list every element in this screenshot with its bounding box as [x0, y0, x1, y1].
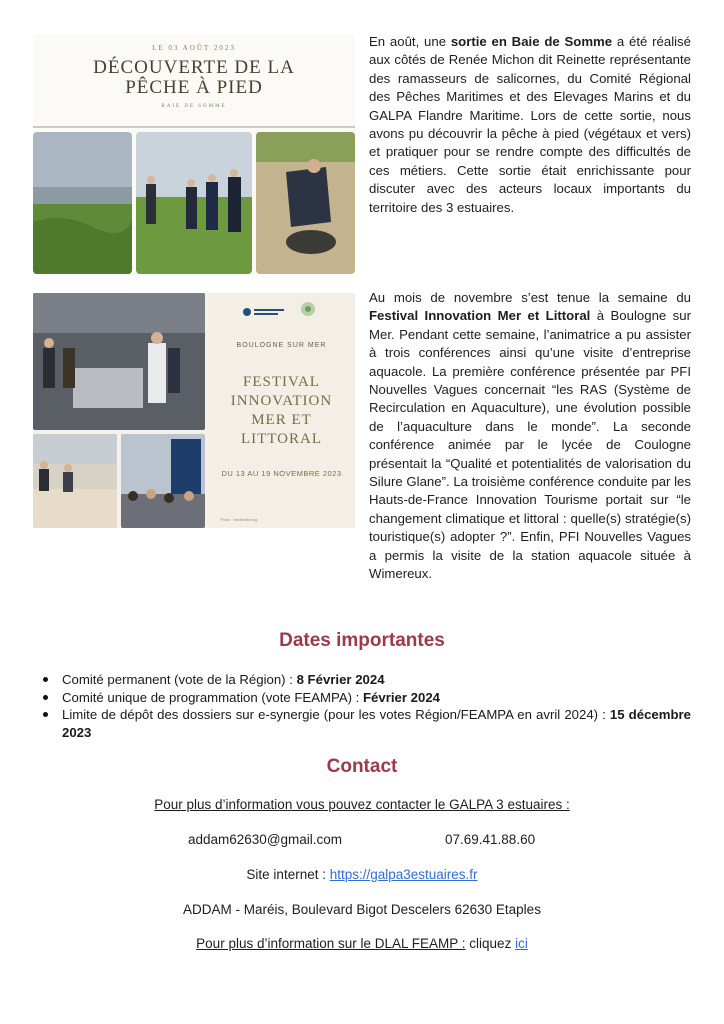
- dlal-info: Pour plus d’information sur le DLAL FEAMP : cliquez ici: [196, 936, 528, 951]
- dates-list: [36, 671, 691, 741]
- photo-aquaculture-visit: [33, 293, 205, 430]
- contact-site: Site internet : https://galpa3estuaires.fr: [246, 867, 478, 882]
- poster-dates: DU 13 AU 19 NOVEMBRE 2023: [221, 469, 342, 478]
- galpa-logo-icon: [300, 301, 316, 317]
- photo-salt-marsh: [33, 132, 132, 274]
- list-item: Comité unique de programmation (vote FEAMPA) : Février 2024: [36, 689, 691, 707]
- paragraph-festival: Au mois de novembre s’est tenue la semaine du Festival Innovation Mer et Littoral à Boulogne sur Mer. Pendant cette semaine, l’animatrice a pu assister à trois conférences ainsi qu’une visite d’entreprise aquacole. La première conférence présentée par PFI Nouvelles Vagues concernait “les RAS (Système de Recirculation en Aquaculture), une évolution possible de l’aquaculture dans le monde”. La seconde conférence animée par le lycée de Coulogne présentait la “Qualité et potentialités de valorisation du Silure Glane”. La troisième conférence conduite par les Hauts-de-France Innovation Tourisme portait sur “le changement climatique et littoral : quelle(s) stratégie(s) touristique(s) adopter ?”. Enfin, PFI Nouvelles Vagues a permis la visite de la station aquacole située à Wimereux.: [369, 290, 691, 582]
- festival-poster: [208, 293, 355, 528]
- event-card-peche-a-pied: [33, 34, 355, 274]
- list-item: Limite de dépôt des dossiers sur e-synergie (pour les votes Région/FEAMPA en avril 2024) : 15 décembre 2023: [36, 706, 691, 741]
- event-date: LE 03 AOÛT 2023: [152, 44, 236, 52]
- organiser-logo-icon: [242, 305, 286, 317]
- website-link[interactable]: https://galpa3estuaires.fr: [329, 867, 478, 882]
- contact-address: ADDAM - Maréis, Boulevard Bigot Descelers 62630 Etaples: [183, 902, 541, 917]
- festival-collage: [33, 293, 355, 528]
- poster-credit: Photo : frederiekeurg: [220, 517, 258, 522]
- poster-city: BOULOGNE SUR MER: [236, 342, 327, 349]
- list-item: Comité permanent (vote de la Région) : 8 Février 2024: [36, 671, 691, 689]
- photo-conference-table: [33, 434, 117, 528]
- contact-heading: Contact: [326, 756, 398, 777]
- divider: [33, 126, 355, 128]
- photo-group-in-field: [136, 132, 252, 274]
- contact-intro: Pour plus d’information vous pouvez contacter le GALPA 3 estuaires :: [154, 797, 570, 812]
- event-subtitle: BAIE DE SOMME: [161, 104, 227, 109]
- photo-conference-audience: [121, 434, 205, 528]
- contact-email[interactable]: addam62630@gmail.com: [188, 832, 343, 847]
- event-title: DÉCOUVERTE DE LA PÊCHE À PIED: [93, 57, 295, 98]
- dlal-link[interactable]: ici: [515, 936, 528, 951]
- contact-phone[interactable]: 07.69.41.88.60: [445, 832, 536, 847]
- poster-festival-title: FESTIVAL INNOVATION MER ET LITTORAL: [230, 374, 333, 447]
- photo-digging-worms: [256, 132, 355, 274]
- dates-heading: Dates importantes: [279, 630, 445, 651]
- paragraph-baie-de-somme: En août, une sortie en Baie de Somme a été réalisé aux côtés de Renée Michon dit Reinette représentante des ramasseurs de salicornes, du Comité Régional des Pêches Maritimes et des Elevages Marins et du GALPA Flandre Maritime. Lors de cette sortie, nous avons pu découvrir la pêche à pied (végétaux et vers) et pratiquer pour se rendre compte des difficultés de ces métiers. Cette sortie était enrichissante pour discuter avec des acteurs locaux importants du territoire des 3 estuaires.: [369, 34, 691, 215]
